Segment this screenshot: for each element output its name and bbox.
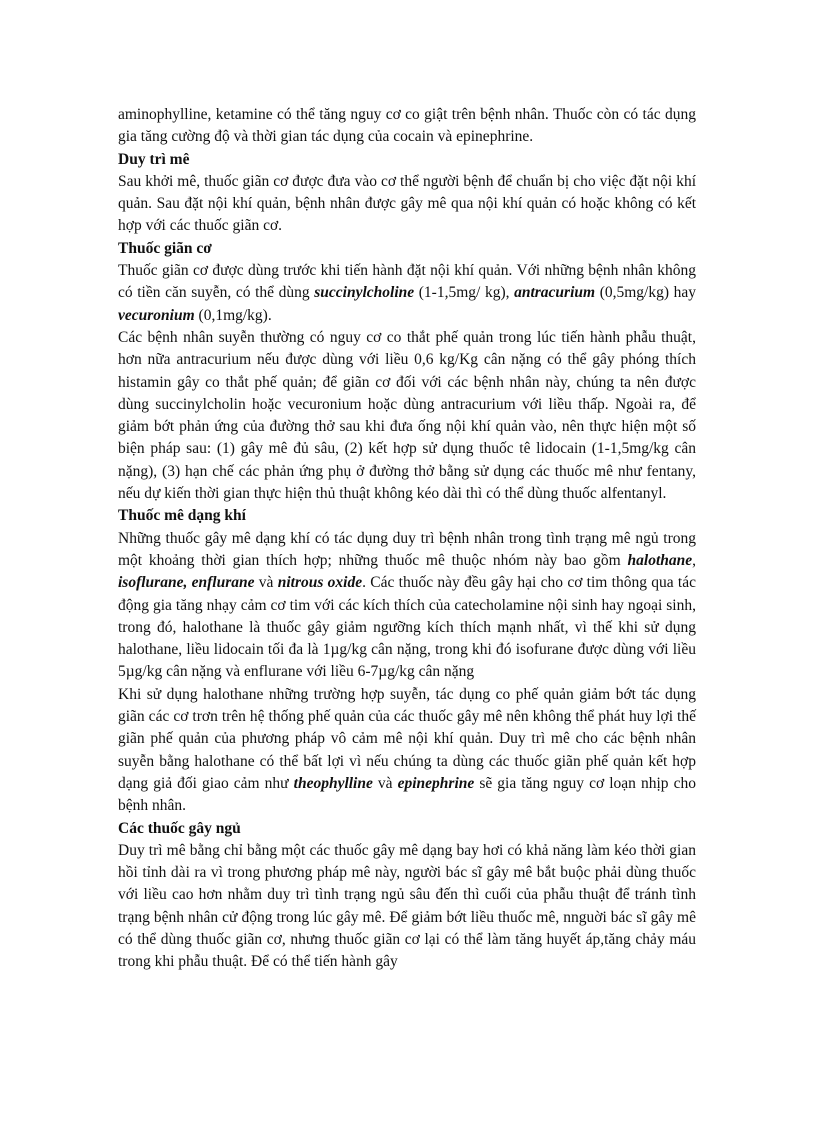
text-run: . Các thuốc này đều gây hại cho cơ tim thông qua tác động gia tăng nhạy cảm cơ tim với các kích thích của catecholamine nội sinh hay ngoại sinh, trong đó, halothane là thuốc gây giảm ngưỡng kích thích mạnh nhất, vì thế khi sử dụng halothane, liều lidocain tối đa là 1µg/kg cân nặng, trong khi đó isofurane được dùng với liều 5µg/kg cân nặng và enflurane với liều 6-7µg/kg cân nặng: [118, 574, 696, 681]
paragraph-cac-thuoc-gay-ngu: Duy trì mê bằng chỉ bằng một các thuốc gây mê dạng bay hơi có khả năng làm kéo thời gian hồi tỉnh dài ra vì trong phương pháp mê này, người bác sĩ gây mê bắt buộc phải dùng thuốc với liều cao hơn nhằm duy trì tình trạng ngủ sâu đến thì cuối của phẫu thuật để tránh tình trạng bệnh nhân cử động trong lúc gây mê. Để giảm bớt liều thuốc mê, nnguời bác sĩ gây mê có thể dùng thuốc giãn cơ, nhưng thuốc giãn cơ lại có thể làm tăng huyết áp,tăng chảy máu trong khi phẫu thuật. Để có thể tiến hành gây: [118, 841, 696, 971]
text-run: ,: [692, 551, 696, 569]
drug-vecuronium: vecuronium: [118, 306, 195, 324]
text-run: và: [372, 774, 398, 792]
paragraph-aminophylline: aminophylline, ketamine có thể tăng nguy cơ co giật trên bệnh nhân. Thuốc còn có tác dụng gia tăng cường độ và thời gian tác dụng của cocain và epinephrine.: [118, 106, 696, 146]
text-run: (0,1mg/kg).: [194, 306, 272, 324]
paragraph-halothane-suyen: [118, 684, 696, 818]
drug-antracurium: antracurium: [514, 284, 596, 302]
paragraph-duy-tri-me: Sau khởi mê, thuốc giãn cơ được đưa vào cơ thể người bệnh để chuẩn bị cho việc đặt nội khí quản. Sau đặt nội khí quản, bệnh nhân được gây mê qua nội khí quản có hoặc không có kết hợp với các thuốc giãn cơ.: [118, 172, 696, 235]
text-run: sẽ gia tăng nguy cơ loạn nhịp cho bệnh nhân.: [118, 774, 696, 815]
heading-thuoc-me-dang-khi: Thuốc mê dạng khí: [118, 507, 246, 525]
drug-epinephrine: epinephrine: [397, 774, 475, 792]
heading-duy-tri-me: Duy trì mê: [118, 150, 190, 168]
text-run: Những thuốc gây mê dạng khí có tác dụng duy trì bệnh nhân trong tình trạng mê ngủ trong một khoảng thời gian thích hợp; những thuốc mê thuộc nhóm này bao gồm: [118, 529, 696, 569]
heading-thuoc-gian-co: Thuốc giãn cơ: [118, 239, 212, 257]
drug-halothane: halothane: [627, 551, 693, 569]
text-run: Thuốc giãn cơ được dùng trước khi tiến hành đặt nội khí quản. Với những bệnh nhân không có tiền căn suyễn, có thể dùng: [118, 262, 696, 302]
paragraph-benh-nhan-suyen: Các bệnh nhân suyễn thường có nguy cơ co thắt phế quản trong lúc tiến hành phẫu thuật, hơn nữa antracurium nếu được dùng với liều 0,6 kg/Kg cân nặng có thể gây phóng thích histamin gây co thắt phế quản; để giãn cơ đối với các bệnh nhân này, chúng ta nên được dùng succinylcholin hoặc vecuronium hoặc dùng antracurium với liều thấp. Ngoài ra, để giảm bớt phản ứng của đường thở sau khi đưa ống nội khí quản vào, nên thực hiện một số biện pháp sau: (1) gây mê đủ sâu, (2) kết hợp sử dụng thuốc tê lidocain (1-1,5mg/kg cân nặng), (3) hạn chế các phản ứng phụ ở đường thở bằng sử dụng các thuốc mê như fentany, nếu dự kiến thời gian thực hiện thủ thuật không kéo dài thì có thể dùng thuốc alfentanyl.: [118, 328, 696, 503]
text-run: Khi sử dụng halothane những trường hợp suyễn, tác dụng co phế quản giảm bớt tác dụng giãn các cơ trơn trên hệ thống phế quản của các thuốc gây mê nên không thể phát huy lợi thế giãn phế quản của phương pháp vô cảm mê nội khí quản. Duy trì mê cho các bệnh nhân suyễn bằng halothane có thể bất lợi vì nếu chúng ta dùng các thuốc giãn phế quản kết hợp dạng giả đối giao cảm như: [118, 685, 696, 792]
document-body: [118, 104, 696, 974]
paragraph-thuoc-me-dang-khi: [118, 528, 696, 684]
text-run: và: [254, 574, 278, 592]
drug-isoflurane-enflurane: isoflurane, enflurane: [118, 574, 255, 592]
drug-theophylline: theophylline: [293, 774, 373, 792]
paragraph-thuoc-gian-co: [118, 260, 696, 327]
text-run: (0,5mg/kg) hay: [595, 284, 696, 302]
drug-nitrous-oxide: nitrous oxide: [277, 574, 363, 592]
heading-cac-thuoc-gay-ngu: Các thuốc gây ngủ: [118, 819, 241, 837]
text-run: (1-1,5mg/ kg),: [414, 284, 515, 302]
drug-succinylcholine: succinylcholine: [314, 284, 415, 302]
